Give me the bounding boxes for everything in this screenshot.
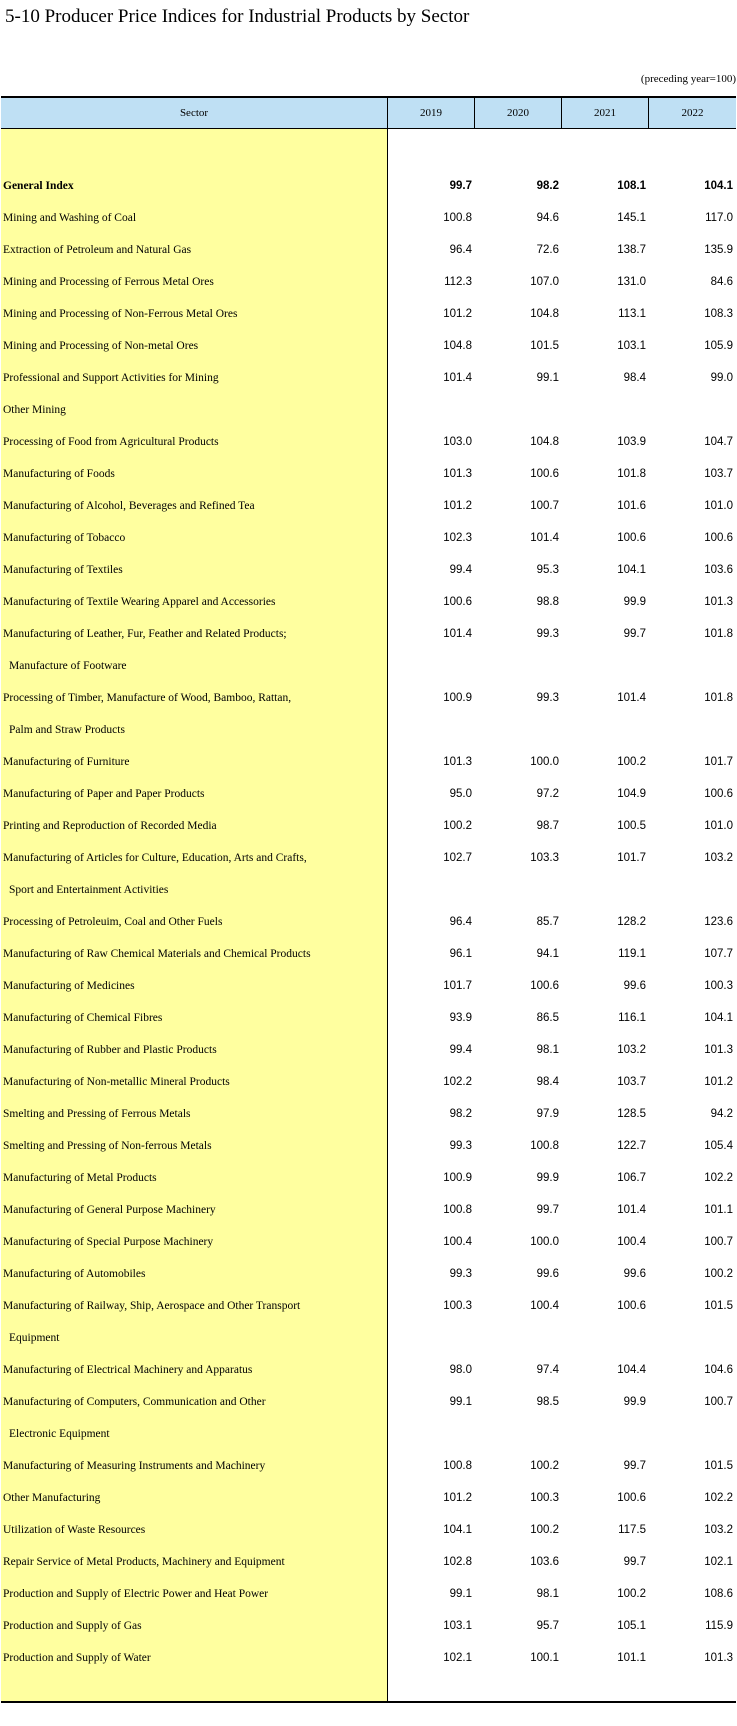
- sector-label: Manufacturing of Textile Wearing Apparel and Accessories: [3, 596, 276, 608]
- index-value-2022: 100.7: [704, 1396, 733, 1408]
- index-value-2020: 98.5: [536, 1396, 559, 1408]
- sector-label: Manufacturing of Measuring Instruments and Machinery: [3, 1460, 266, 1472]
- index-value-2022: 104.7: [704, 436, 733, 448]
- table-row: [1, 1066, 736, 1098]
- table-row: [1, 1258, 736, 1290]
- index-value-2019: 102.1: [443, 1652, 472, 1664]
- bottom-rule: [1, 1701, 736, 1703]
- index-value-2021: 100.2: [617, 756, 646, 768]
- index-value-2020: 103.6: [530, 1556, 559, 1568]
- table-row: [1, 1226, 736, 1258]
- table-row: [1, 778, 736, 810]
- index-value-2020: 100.3: [530, 1492, 559, 1504]
- index-value-2022: 101.3: [704, 1044, 733, 1056]
- index-value-2020: 97.2: [536, 788, 559, 800]
- index-value-2022: 99.0: [710, 372, 733, 384]
- index-value-2022: 107.7: [704, 948, 733, 960]
- index-value-2020: 98.4: [536, 1076, 559, 1088]
- sector-label: Mining and Processing of Non-Ferrous Metal Ores: [3, 308, 238, 320]
- sector-label: Professional and Support Activities for Mining: [3, 372, 219, 384]
- index-value-2021: 99.7: [623, 1460, 646, 1472]
- header-year-2021: 2021: [562, 98, 649, 128]
- table-row: [1, 330, 736, 362]
- index-value-2020: 98.1: [536, 1588, 559, 1600]
- index-value-2019: 93.9: [449, 1012, 472, 1024]
- index-value-2020: 100.1: [530, 1652, 559, 1664]
- index-value-2019: 102.8: [443, 1556, 472, 1568]
- index-value-2020: 99.6: [536, 1268, 559, 1280]
- page-title: 5-10 Producer Price Indices for Industrial Products by Sector: [5, 6, 470, 27]
- sector-label: Production and Supply of Water: [3, 1652, 151, 1664]
- index-value-2021: 100.4: [617, 1236, 646, 1248]
- index-value-2022: 105.9: [704, 340, 733, 352]
- table-row: [1, 1098, 736, 1130]
- index-value-2020: 98.8: [536, 596, 559, 608]
- sector-label: Manufacturing of Railway, Ship, Aerospace and Other Transport: [3, 1300, 301, 1312]
- index-value-2021: 101.4: [617, 692, 646, 704]
- index-value-2020: 95.7: [536, 1620, 559, 1632]
- index-value-2021: 99.6: [623, 980, 646, 992]
- index-value-2019: 101.3: [443, 468, 472, 480]
- index-value-2019: 100.8: [443, 1460, 472, 1472]
- table-row: [1, 938, 736, 970]
- index-value-2020: 104.8: [530, 308, 559, 320]
- index-value-2019: 95.0: [449, 788, 472, 800]
- header-year-2019: 2019: [388, 98, 475, 128]
- sector-label: Manufacturing of Foods: [3, 468, 115, 480]
- index-value-2020: 100.7: [530, 500, 559, 512]
- index-value-2022: 101.3: [704, 596, 733, 608]
- index-value-2019: 102.3: [443, 532, 472, 544]
- index-value-2021: 138.7: [617, 244, 646, 256]
- unit-note: (preceding year=100): [640, 73, 736, 85]
- sector-label: Manufacturing of Raw Chemical Materials and Chemical Products: [3, 948, 311, 960]
- table-row: [1, 298, 736, 330]
- index-value-2019: 100.9: [443, 692, 472, 704]
- sector-label: Production and Supply of Gas: [3, 1620, 142, 1632]
- index-value-2020: 104.8: [530, 436, 559, 448]
- index-value-2020: 100.2: [530, 1524, 559, 1536]
- table-row: [1, 586, 736, 618]
- index-value-2021: 116.1: [618, 1012, 646, 1024]
- table-row: [1, 522, 736, 554]
- sector-label: Manufacturing of Electrical Machinery and Apparatus: [3, 1364, 253, 1376]
- index-value-2021: 106.7: [617, 1172, 646, 1184]
- index-value-2020: 101.4: [530, 532, 559, 544]
- table-row: [1, 1162, 736, 1194]
- index-value-2021: 103.9: [617, 436, 646, 448]
- index-value-2022: 100.6: [704, 532, 733, 544]
- index-value-2019: 104.8: [443, 340, 472, 352]
- index-value-2019: 99.4: [449, 564, 472, 576]
- header-year-2020: 2020: [475, 98, 562, 128]
- index-value-2019: 99.4: [449, 1044, 472, 1056]
- index-value-2020: 100.4: [530, 1300, 559, 1312]
- index-value-2019: 103.1: [443, 1620, 472, 1632]
- index-value-2021: 100.6: [617, 532, 646, 544]
- table-row: [1, 426, 736, 458]
- table-row: [1, 714, 736, 746]
- index-value-2020: 98.2: [536, 180, 559, 192]
- table-row: [1, 1194, 736, 1226]
- index-value-2021: 100.6: [617, 1300, 646, 1312]
- table-row: [1, 682, 736, 714]
- sector-label: Smelting and Pressing of Ferrous Metals: [3, 1108, 191, 1120]
- index-value-2020: 72.6: [536, 244, 559, 256]
- sector-label: Palm and Straw Products: [9, 724, 125, 736]
- index-value-2020: 100.2: [530, 1460, 559, 1472]
- index-value-2020: 94.6: [536, 212, 559, 224]
- index-value-2022: 104.1: [704, 180, 733, 192]
- index-value-2022: 84.6: [710, 276, 733, 288]
- index-value-2021: 101.7: [617, 852, 646, 864]
- header-year-2022: 2022: [681, 107, 704, 119]
- index-value-2019: 104.1: [443, 1524, 472, 1536]
- index-value-2022: 101.8: [704, 692, 733, 704]
- index-value-2022: 135.9: [704, 244, 733, 256]
- sector-label: Manufacturing of Computers, Communication and Other: [3, 1396, 266, 1408]
- sector-label: Utilization of Waste Resources: [3, 1524, 146, 1536]
- index-value-2020: 86.5: [536, 1012, 559, 1024]
- index-value-2019: 102.2: [443, 1076, 472, 1088]
- index-value-2020: 99.7: [536, 1204, 559, 1216]
- table-row: [1, 1610, 736, 1642]
- sector-label: Manufacturing of Special Purpose Machinery: [3, 1236, 214, 1248]
- table-row: [1, 458, 736, 490]
- index-value-2020: 94.1: [536, 948, 559, 960]
- index-value-2021: 103.1: [617, 340, 646, 352]
- table-row: [1, 490, 736, 522]
- sector-label: Manufacturing of Paper and Paper Products: [3, 788, 205, 800]
- index-value-2019: 103.0: [443, 436, 472, 448]
- index-value-2019: 101.3: [443, 756, 472, 768]
- table-row: [1, 650, 736, 682]
- sector-label: Manufacturing of Rubber and Plastic Products: [3, 1044, 217, 1056]
- index-value-2022: 115.9: [705, 1620, 733, 1632]
- index-value-2022: 103.2: [704, 852, 733, 864]
- index-value-2020: 97.9: [536, 1108, 559, 1120]
- index-value-2021: 113.1: [618, 308, 646, 320]
- table-row: [1, 202, 736, 234]
- table-row: [1, 1002, 736, 1034]
- index-value-2020: 103.3: [530, 852, 559, 864]
- table-body: [1, 129, 736, 1703]
- index-value-2022: 101.0: [704, 500, 733, 512]
- index-value-2022: 104.1: [704, 1012, 733, 1024]
- table-row: [1, 810, 736, 842]
- index-value-2021: 99.6: [623, 1268, 646, 1280]
- sector-label: Manufacturing of Furniture: [3, 756, 130, 768]
- table-rows: [1, 170, 736, 1674]
- sector-label: Manufacturing of Articles for Culture, Education, Arts and Crafts,: [3, 852, 307, 864]
- sector-label: Manufacturing of Non-metallic Mineral Products: [3, 1076, 230, 1088]
- index-value-2022: 104.6: [704, 1364, 733, 1376]
- index-value-2020: 98.1: [536, 1044, 559, 1056]
- table-row: [1, 970, 736, 1002]
- index-value-2022: 101.7: [704, 756, 733, 768]
- index-value-2021: 105.1: [617, 1620, 646, 1632]
- index-value-2021: 100.6: [617, 1492, 646, 1504]
- sector-label: Processing of Petroleuim, Coal and Other Fuels: [3, 916, 223, 928]
- sector-label: Production and Supply of Electric Power and Heat Power: [3, 1588, 269, 1600]
- sector-label: Mining and Processing of Ferrous Metal Ores: [3, 276, 214, 288]
- index-value-2019: 100.2: [443, 820, 472, 832]
- sector-label: Manufacturing of Chemical Fibres: [3, 1012, 163, 1024]
- table-row: [1, 1130, 736, 1162]
- index-value-2020: 100.8: [530, 1140, 559, 1152]
- price-index-table: [1, 96, 736, 1703]
- index-value-2019: 98.2: [449, 1108, 472, 1120]
- sector-label: Sport and Entertainment Activities: [9, 884, 169, 896]
- index-value-2021: 99.9: [623, 1396, 646, 1408]
- index-value-2021: 99.7: [623, 1556, 646, 1568]
- index-value-2019: 102.7: [443, 852, 472, 864]
- sector-label: Other Mining: [3, 404, 66, 416]
- index-value-2019: 101.4: [443, 628, 472, 640]
- table-row: [1, 1034, 736, 1066]
- sector-label: Electronic Equipment: [9, 1428, 110, 1440]
- index-value-2020: 99.9: [536, 1172, 559, 1184]
- sector-label: Printing and Reproduction of Recorded Media: [3, 820, 217, 832]
- index-value-2022: 123.6: [704, 916, 733, 928]
- table-row: [1, 554, 736, 586]
- header-sector: Sector: [1, 98, 388, 128]
- index-value-2022: 101.0: [704, 820, 733, 832]
- index-value-2021: 100.2: [617, 1588, 646, 1600]
- index-value-2022: 102.1: [704, 1556, 733, 1568]
- index-value-2019: 101.2: [443, 308, 472, 320]
- sector-label: Processing of Food from Agricultural Products: [3, 436, 219, 448]
- sector-label: Manufacturing of Leather, Fur, Feather and Related Products;: [3, 628, 287, 640]
- index-value-2021: 98.4: [623, 372, 646, 384]
- index-value-2019: 101.4: [443, 372, 472, 384]
- index-value-2020: 100.6: [530, 468, 559, 480]
- index-value-2021: 122.7: [617, 1140, 646, 1152]
- index-value-2022: 102.2: [704, 1172, 733, 1184]
- index-value-2021: 145.1: [617, 212, 646, 224]
- index-value-2021: 104.4: [617, 1364, 646, 1376]
- index-value-2022: 101.3: [704, 1652, 733, 1664]
- table-row: [1, 618, 736, 650]
- table-row: [1, 746, 736, 778]
- table-row: [1, 1514, 736, 1546]
- table-row: [1, 1578, 736, 1610]
- index-value-2019: 99.1: [449, 1396, 472, 1408]
- index-value-2021: 117.5: [618, 1524, 646, 1536]
- index-value-2022: 108.6: [704, 1588, 733, 1600]
- index-value-2021: 101.1: [617, 1652, 646, 1664]
- index-value-2020: 100.0: [530, 756, 559, 768]
- index-value-2022: 101.2: [704, 1076, 733, 1088]
- index-value-2022: 100.3: [704, 980, 733, 992]
- index-value-2019: 100.3: [443, 1300, 472, 1312]
- sector-label: Manufacture of Footware: [9, 660, 127, 672]
- index-value-2019: 100.9: [443, 1172, 472, 1184]
- index-value-2020: 99.3: [536, 692, 559, 704]
- table-row: [1, 1290, 736, 1322]
- index-value-2021: 101.6: [617, 500, 646, 512]
- table-row: [1, 842, 736, 874]
- sector-label: Mining and Processing of Non-metal Ores: [3, 340, 199, 352]
- sector-label: Manufacturing of General Purpose Machinery: [3, 1204, 216, 1216]
- sector-label: Repair Service of Metal Products, Machinery and Equipment: [3, 1556, 285, 1568]
- index-value-2022: 101.8: [704, 628, 733, 640]
- index-value-2020: 95.3: [536, 564, 559, 576]
- table-row: [1, 1450, 736, 1482]
- index-value-2019: 99.3: [449, 1140, 472, 1152]
- table-row: [1, 1642, 736, 1674]
- index-value-2022: 117.0: [705, 212, 733, 224]
- table-row: [1, 1546, 736, 1578]
- sector-label: Smelting and Pressing of Non-ferrous Metals: [3, 1140, 212, 1152]
- index-value-2022: 100.6: [704, 788, 733, 800]
- index-value-2020: 99.3: [536, 628, 559, 640]
- sector-label: Manufacturing of Metal Products: [3, 1172, 157, 1184]
- index-value-2020: 98.7: [536, 820, 559, 832]
- index-value-2019: 98.0: [449, 1364, 472, 1376]
- index-value-2021: 108.1: [617, 180, 646, 192]
- index-value-2021: 103.7: [617, 1076, 646, 1088]
- table-row: [1, 1418, 736, 1450]
- index-value-2022: 103.7: [704, 468, 733, 480]
- table-row: [1, 266, 736, 298]
- index-value-2021: 99.7: [623, 628, 646, 640]
- index-value-2022: 102.2: [704, 1492, 733, 1504]
- sector-label: Manufacturing of Automobiles: [3, 1268, 146, 1280]
- table-row: [1, 1482, 736, 1514]
- table-row: [1, 1322, 736, 1354]
- index-value-2019: 101.2: [443, 500, 472, 512]
- table-row: [1, 906, 736, 938]
- index-value-2019: 112.3: [444, 276, 472, 288]
- sector-label: Manufacturing of Textiles: [3, 564, 123, 576]
- index-value-2019: 100.4: [443, 1236, 472, 1248]
- index-value-2019: 101.7: [443, 980, 472, 992]
- index-value-2021: 104.1: [617, 564, 646, 576]
- sector-label: Extraction of Petroleum and Natural Gas: [3, 244, 192, 256]
- table-row: [1, 1354, 736, 1386]
- index-value-2022: 100.7: [704, 1236, 733, 1248]
- sector-label: Mining and Washing of Coal: [3, 212, 137, 224]
- index-value-2019: 100.8: [443, 212, 472, 224]
- index-value-2022: 103.6: [704, 564, 733, 576]
- index-value-2022: 101.5: [704, 1300, 733, 1312]
- index-value-2021: 103.2: [617, 1044, 646, 1056]
- index-value-2019: 100.8: [443, 1204, 472, 1216]
- index-value-2020: 100.0: [530, 1236, 559, 1248]
- index-value-2022: 101.5: [704, 1460, 733, 1472]
- table-row: [1, 394, 736, 426]
- table-row: [1, 234, 736, 266]
- index-value-2021: 128.5: [617, 1108, 646, 1120]
- index-value-2022: 105.4: [704, 1140, 733, 1152]
- table-row: [1, 362, 736, 394]
- index-value-2019: 96.4: [449, 244, 472, 256]
- index-value-2020: 97.4: [536, 1364, 559, 1376]
- sector-label: General Index: [3, 180, 74, 192]
- index-value-2021: 128.2: [617, 916, 646, 928]
- sector-label: Processing of Timber, Manufacture of Wood, Bamboo, Rattan,: [3, 692, 292, 704]
- index-value-2019: 96.1: [449, 948, 472, 960]
- sector-label: Manufacturing of Tobacco: [3, 532, 126, 544]
- table-row: [1, 170, 736, 202]
- index-value-2019: 99.3: [449, 1268, 472, 1280]
- index-value-2020: 100.6: [530, 980, 559, 992]
- sector-label: Equipment: [9, 1332, 60, 1344]
- table-row: [1, 874, 736, 906]
- index-value-2019: 99.7: [449, 180, 472, 192]
- table-header: [1, 96, 736, 129]
- index-value-2020: 101.5: [530, 340, 559, 352]
- index-value-2021: 100.5: [617, 820, 646, 832]
- index-value-2022: 101.1: [704, 1204, 733, 1216]
- index-value-2021: 119.1: [618, 948, 646, 960]
- sector-label: Other Manufacturing: [3, 1492, 101, 1504]
- index-value-2019: 100.6: [443, 596, 472, 608]
- index-value-2022: 100.2: [704, 1268, 733, 1280]
- index-value-2019: 96.4: [449, 916, 472, 928]
- index-value-2020: 85.7: [536, 916, 559, 928]
- index-value-2019: 101.2: [443, 1492, 472, 1504]
- index-value-2021: 101.8: [617, 468, 646, 480]
- index-value-2019: 99.1: [449, 1588, 472, 1600]
- index-value-2021: 99.9: [623, 596, 646, 608]
- index-value-2022: 108.3: [704, 308, 733, 320]
- index-value-2020: 107.0: [530, 276, 559, 288]
- table-row: [1, 1386, 736, 1418]
- index-value-2020: 99.1: [536, 372, 559, 384]
- index-value-2022: 103.2: [704, 1524, 733, 1536]
- index-value-2021: 131.0: [617, 276, 646, 288]
- index-value-2021: 104.9: [617, 788, 646, 800]
- sector-label: Manufacturing of Alcohol, Beverages and Refined Tea: [3, 500, 255, 512]
- index-value-2021: 101.4: [617, 1204, 646, 1216]
- sector-label: Manufacturing of Medicines: [3, 980, 135, 992]
- index-value-2022: 94.2: [710, 1108, 733, 1120]
